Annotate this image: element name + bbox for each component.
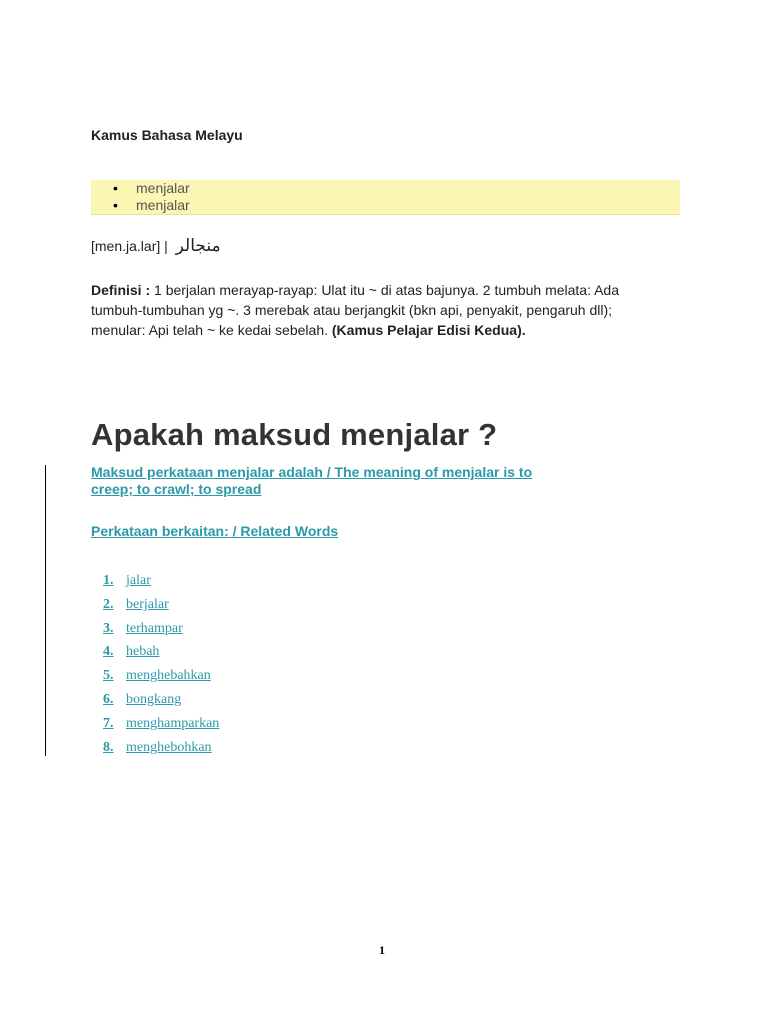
related-word-link[interactable]: berjalar — [126, 596, 169, 612]
related-word-item[interactable] — [103, 619, 219, 643]
definition-label: Definisi : — [91, 282, 151, 298]
related-word-link[interactable]: hebah — [126, 644, 160, 660]
related-word-number: 6. — [103, 691, 114, 707]
related-word-number: 5. — [103, 668, 114, 684]
related-word-item[interactable] — [103, 690, 219, 714]
related-word-number: 3. — [103, 620, 114, 636]
related-word-link[interactable]: bongkang — [126, 691, 182, 707]
pronunciation-jawi: منجالر — [175, 236, 221, 256]
related-word-item[interactable] — [103, 595, 219, 619]
related-words-list — [103, 571, 219, 761]
bullet-icon: • — [113, 197, 118, 213]
related-words-heading[interactable]: Perkataan berkaitan: / Related Words — [91, 523, 339, 539]
definition — [91, 280, 651, 340]
definition-source: (Kamus Pelajar Edisi Kedua). — [331, 322, 526, 338]
pronunciation-roman: [men.ja.lar] | — [91, 238, 168, 254]
related-word-item[interactable] — [103, 666, 219, 690]
page-heading: Kamus Bahasa Melayu — [91, 127, 243, 143]
related-word-number: 1. — [103, 573, 114, 588]
bullet-icon: • — [113, 180, 118, 196]
related-word-link[interactable]: jalar — [126, 573, 151, 588]
highlight-list — [91, 180, 680, 215]
related-word-item[interactable] — [103, 642, 219, 666]
related-word-link[interactable]: menghamparkan — [126, 715, 220, 731]
related-word-link[interactable]: menghebahkan — [126, 668, 211, 684]
related-word-item[interactable] — [103, 714, 219, 738]
list-item[interactable] — [91, 180, 680, 197]
related-word-item[interactable] — [103, 738, 219, 762]
pronunciation — [91, 236, 221, 256]
list-item[interactable] — [91, 197, 680, 214]
page-number: 1 — [379, 943, 385, 957]
related-word-link[interactable]: menghebohkan — [126, 739, 212, 755]
margin-divider — [45, 465, 46, 756]
definition-text: 1 berjalan merayap-rayap: Ulat itu ~ di atas bajunya. 2 tumbuh melata: Ada tumbuh-tumbuhan yg ~. 3 merebak atau berjangkit (bkn api, penyakit, pengaruh dll); menular: Api telah ~ ke kedai sebelah. — [91, 282, 620, 338]
list-item-label: menjalar — [136, 180, 190, 196]
related-word-number: 2. — [103, 596, 114, 612]
related-word-link[interactable]: terhampar — [126, 620, 183, 636]
page-title: Apakah maksud menjalar ? — [91, 417, 498, 452]
related-word-item[interactable] — [103, 571, 219, 595]
related-word-number: 4. — [103, 644, 114, 660]
list-item-label: menjalar — [136, 197, 190, 213]
related-word-number: 8. — [103, 739, 114, 755]
related-word-number: 7. — [103, 715, 114, 731]
meaning-link[interactable]: Maksud perkataan menjalar adalah / The meaning of menjalar is to creep; to crawl; to spread — [91, 464, 533, 497]
